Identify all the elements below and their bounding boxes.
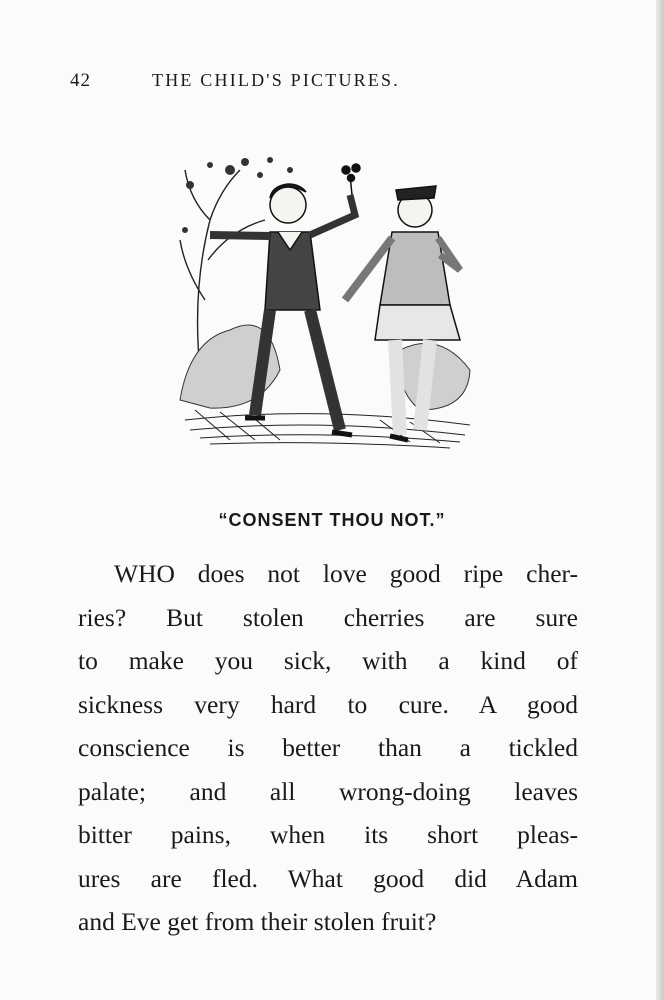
text-line-9: and Eve get from their stolen fruit?	[78, 907, 437, 936]
text-line-1-content: WHO does not love good ripe cher-	[114, 559, 578, 588]
text-line-5: conscience is better than a tickled	[78, 733, 578, 762]
text-line-7: bitter pains, when its short pleas-	[78, 820, 578, 849]
illustration-caption: “CONSENT THOU NOT.”	[218, 510, 446, 530]
page-number: 42	[70, 70, 91, 91]
text-line-8: ures are fled. What good did Adam	[78, 863, 578, 893]
two-boys-engraving-icon	[170, 140, 480, 470]
body-paragraph	[78, 552, 578, 944]
engraving-illustration	[170, 140, 480, 470]
running-title: THE CHILD'S PICTURES.	[152, 70, 400, 90]
page-edge	[656, 0, 664, 1000]
text-line-1	[78, 552, 578, 596]
text-line-2: ries? But stolen cherries are sure	[78, 602, 578, 632]
page-header	[70, 70, 510, 100]
text-line-3: to make you sick, with a kind of	[78, 646, 578, 675]
text-line-6: palate; and all wrong-doing leaves	[78, 776, 578, 806]
text-line-4: sickness very hard to cure. A good	[78, 689, 578, 719]
